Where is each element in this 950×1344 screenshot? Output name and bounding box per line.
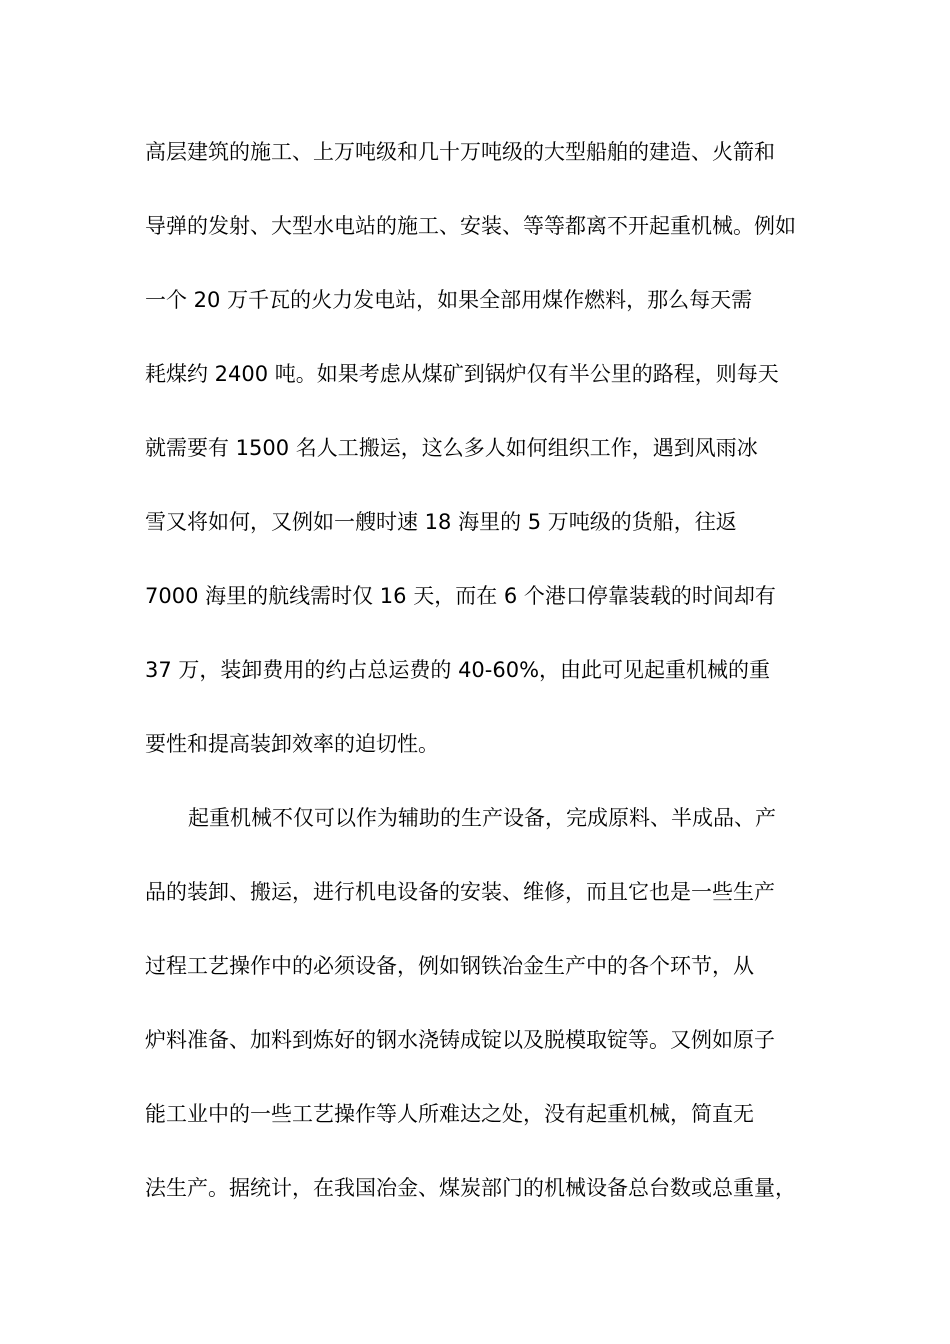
text-line: 过程工艺操作中的必须设备，例如钢铁冶金生产中的各个环节，从 bbox=[145, 954, 754, 978]
text-line: 就需要有 1500 名人工搬运，这么多人如何组织工作，遇到风雨冰 bbox=[145, 436, 758, 460]
text-line: 耗煤约 2400 吨。如果考虑从煤矿到锅炉仅有半公里的路程，则每天 bbox=[145, 362, 779, 386]
text-line: 高层建筑的施工、上万吨级和几十万吨级的大型船舶的建造、火箭和 bbox=[145, 140, 775, 164]
text-line: 起重机械不仅可以作为辅助的生产设备，完成原料、半成品、产 bbox=[188, 806, 776, 830]
paragraph-1 bbox=[145, 120, 835, 786]
text-line: 品的装卸、搬运，进行机电设备的安装、维修，而且它也是一些生产 bbox=[145, 880, 775, 904]
text-line: 37 万，装卸费用的约占总运费的 40-60%，由此可见起重机械的重 bbox=[145, 658, 771, 682]
text-line: 能工业中的一些工艺操作等人所难达之处，没有起重机械，简直无 bbox=[145, 1102, 754, 1126]
text-line: 一个 20 万千瓦的火力发电站，如果全部用煤作燃料，那么每天需 bbox=[145, 288, 753, 312]
text-line: 雪又将如何，又例如一艘时速 18 海里的 5 万吨级的货船，往返 bbox=[145, 510, 737, 534]
text-line: 要性和提高装卸效率的迫切性。 bbox=[145, 732, 439, 756]
text-line: 7000 海里的航线需时仅 16 天，而在 6 个港口停靠装载的时间却有 bbox=[145, 584, 776, 608]
text-line: 导弹的发射、大型水电站的施工、安装、等等都离不开起重机械。例如 bbox=[145, 214, 796, 238]
text-line: 炉料准备、加料到炼好的钢水浇铸成锭以及脱模取锭等。又例如原子 bbox=[145, 1028, 775, 1052]
text-line: 法生产。据统计，在我国冶金、煤炭部门的机械设备总台数或总重量， bbox=[145, 1176, 796, 1200]
paragraph-2 bbox=[145, 786, 835, 1230]
body-text bbox=[145, 120, 835, 1230]
